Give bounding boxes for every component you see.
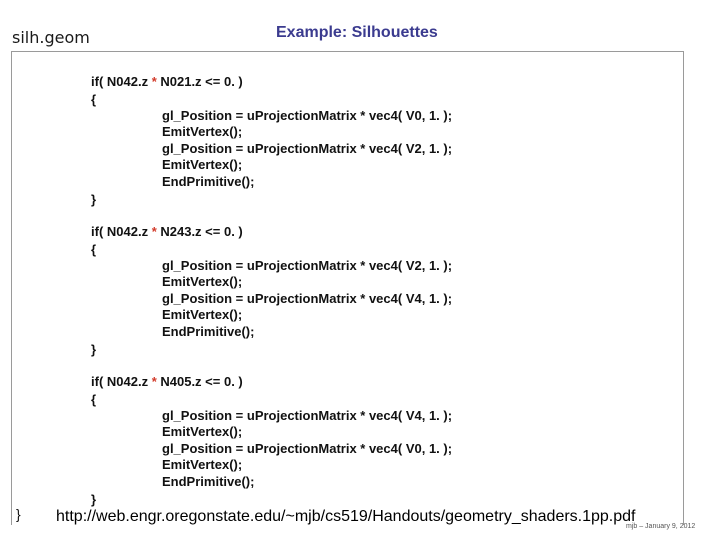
code-line-open-brace: {	[91, 92, 97, 107]
code-line-close-brace: }	[91, 342, 97, 357]
code-line: gl_Position = uProjectionMatrix * vec4( V2, 1. );	[162, 258, 453, 273]
code-line: EmitVertex();	[162, 307, 243, 322]
code-final-brace: }	[16, 506, 21, 522]
code-operator: *	[151, 224, 157, 239]
code-text: if( N042.z	[91, 224, 152, 239]
code-line: gl_Position = uProjectionMatrix * vec4( V4, 1. );	[162, 408, 453, 423]
code-text: N243.z <= 0. )	[156, 224, 243, 239]
code-text: if( N042.z	[91, 74, 152, 89]
code-text: N405.z <= 0. )	[156, 374, 243, 389]
code-line-close-brace: }	[91, 192, 97, 207]
code-line-open-brace: {	[91, 392, 97, 407]
code-operator: *	[151, 74, 157, 89]
code-line: EndPrimitive();	[162, 324, 255, 339]
file-label: silh.geom	[12, 28, 90, 47]
code-line: EmitVertex();	[162, 124, 243, 139]
code-line: EmitVertex();	[162, 157, 243, 172]
code-line: gl_Position = uProjectionMatrix * vec4( V0, 1. );	[162, 441, 453, 456]
code-text: N021.z <= 0. )	[156, 74, 243, 89]
slide-title: Example: Silhouettes	[276, 24, 438, 41]
code-line-close-brace: }	[91, 492, 97, 507]
code-line: EmitVertex();	[162, 424, 243, 439]
code-line: gl_Position = uProjectionMatrix * vec4( V2, 1. );	[162, 141, 453, 156]
footer-note: mjb – January 9, 2012	[626, 523, 696, 530]
code-line-open-brace: {	[91, 242, 97, 257]
code-line-if	[91, 74, 243, 90]
code-operator: *	[151, 374, 157, 389]
code-line: EndPrimitive();	[162, 174, 255, 189]
code-line-if	[91, 224, 243, 240]
source-url: http://web.engr.oregonstate.edu/~mjb/cs519/Handouts/geometry_shaders.1pp.pdf	[56, 508, 636, 525]
code-line: gl_Position = uProjectionMatrix * vec4( V4, 1. );	[162, 291, 453, 306]
code-line: EmitVertex();	[162, 457, 243, 472]
code-line: EndPrimitive();	[162, 474, 255, 489]
code-line-if	[91, 374, 243, 390]
code-panel	[11, 51, 684, 525]
code-line: EmitVertex();	[162, 274, 243, 289]
code-line: gl_Position = uProjectionMatrix * vec4( V0, 1. );	[162, 108, 453, 123]
code-text: if( N042.z	[91, 374, 152, 389]
